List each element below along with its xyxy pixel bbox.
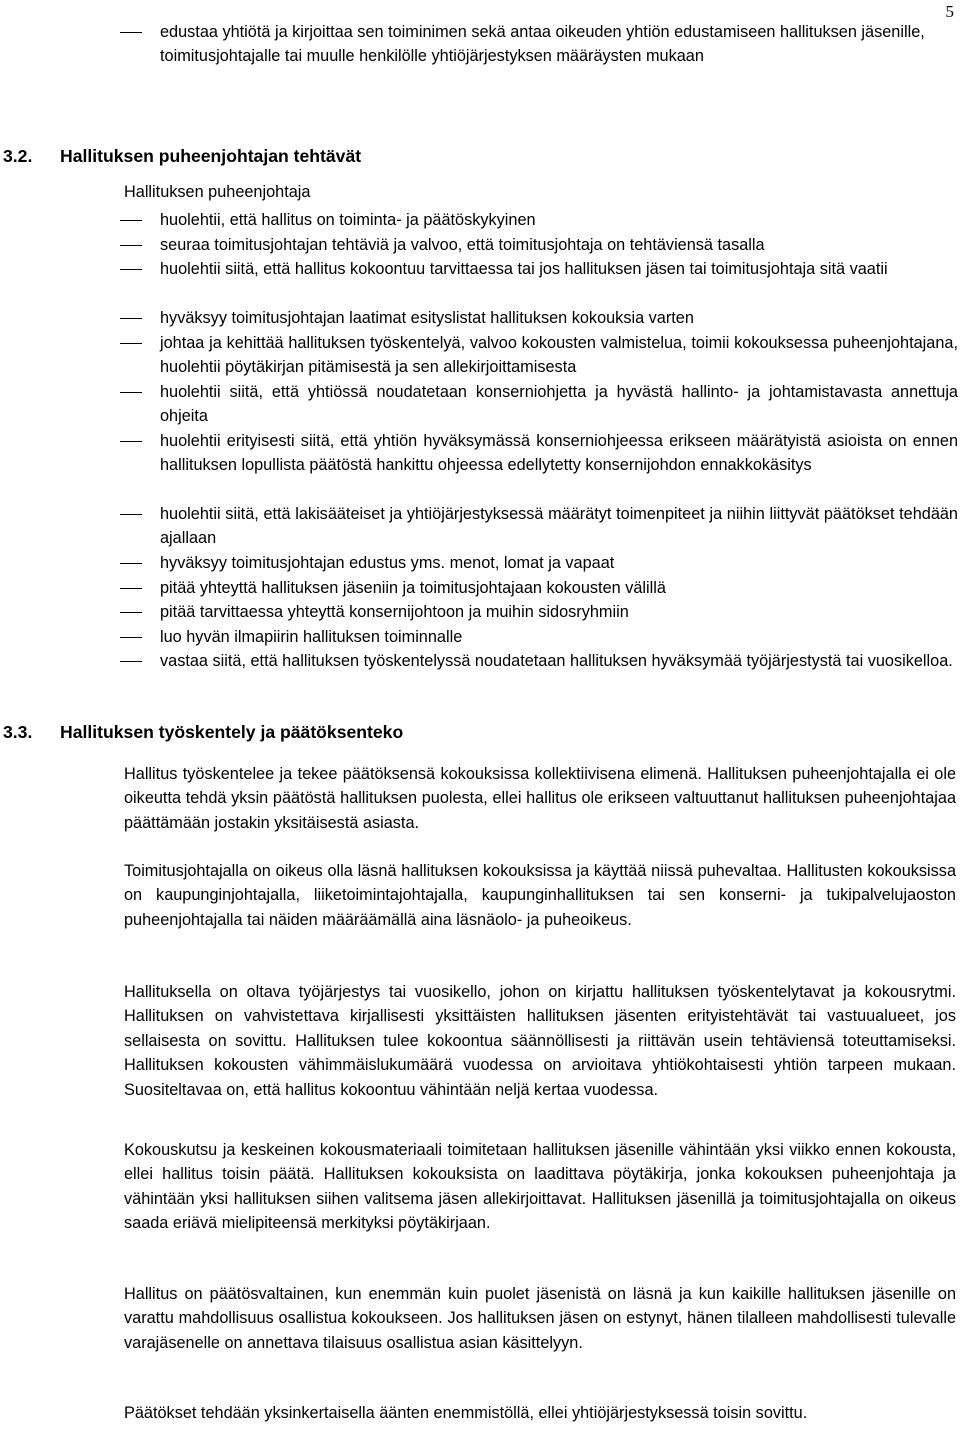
list-item-text: huolehtii siitä, että yhtiössä noudatetaan konserniohjetta ja hyvästä hallinto- ja johtamistavasta annettuja ohjeita <box>160 383 958 426</box>
list-item-text: vastaa siitä, että hallituksen työskentelyssä noudatetaan hallituksen hyväksymää työjärjestystä tai vuosikelloa. <box>160 652 953 670</box>
list-item-text: johtaa ja kehittää hallituksen työskentelyä, valvoo kokousten valmistelua, toimii kokouksessa puheenjohtajana, huolehtii pöytäkirjan pitämisestä ja sen allekirjoittamisesta <box>160 334 958 377</box>
list-item-text: pitää yhteyttä hallituksen jäseniin ja toimitusjohtajaan kokousten välillä <box>160 579 666 597</box>
list-item-text: hyväksyy toimitusjohtajan edustus yms. menot, lomat ja vapaat <box>160 554 615 572</box>
list-item <box>160 306 960 330</box>
list-item-text: hyväksyy toimitusjohtajan laatimat esityslistat hallituksen kokouksia varten <box>160 309 694 327</box>
list-item <box>160 649 958 673</box>
section-number: 3.3. <box>3 722 33 742</box>
paragraph: Hallitus työskentelee ja tekee päätöksensä kokouksissa kollektiivisena elimenä. Hallituksen puheenjohtajalla ei ole oikeutta tehdä yksin päätöstä hallituksen puolesta, ellei hallitus ole erikseen valtuuttanut hallituksen puheenjohtajaa päättämään jostakin yksitäisestä asiasta. <box>124 765 956 832</box>
paragraph: Kokouskutsu ja keskeinen kokousmateriaali toimitetaan hallituksen jäsenille vähintään yksi viikko ennen kokousta, ellei hallitus toisin päätä. Hallituksen kokouksista on laadittava pöytäkirja, jonka kokouksen puheenjohtaja ja vähintään yksi hallituksen siihen valitsema jäsen allekirjoittavat. Hallituksen jäsenillä ja toimitusjohtajalla on oikeus saada eriävä mielipiteensä merkityksi pöytäkirjaan. <box>124 1141 956 1233</box>
page-number: 5 <box>945 2 954 21</box>
list-item-text: huolehtii, että hallitus on toiminta- ja päätöskykyinen <box>160 211 536 229</box>
list-item <box>160 502 958 551</box>
list-item <box>160 380 958 429</box>
list-item <box>160 551 960 575</box>
list-item-text: huolehtii siitä, että lakisääteiset ja yhtiöjärjestyksessä määrätyt toimenpiteet ja niihin liittyvät päätökset tehdään ajallaan <box>160 505 958 548</box>
list-item <box>160 233 960 257</box>
paragraph: Hallitus on päätösvaltainen, kun enemmän kuin puolet jäsenistä on läsnä ja kun kaikille hallituksen jäsenille on varattu mahdollisuus osallistua kokoukseen. Jos hallituksen jäsen on estynyt, hänen tilalleen mahdollisesti tulevalle varajäsenelle on annettava tilaisuus osallistua asian käsittelyyn. <box>124 1285 956 1352</box>
section-subtitle: Hallituksen puheenjohtaja <box>124 183 311 201</box>
list-item <box>160 429 958 478</box>
list-item <box>160 20 956 69</box>
list-item-text: huolehtii erityisesti siitä, että yhtiön hyväksymässä konserniohjeessa erikseen määrätyistä asioista on ennen hallituksen lopullista päätöstä hankittu ohjeessa edellytetty konsernijohdon ennakkokäsitys <box>160 432 958 475</box>
paragraph: Toimitusjohtajalla on oikeus olla läsnä hallituksen kokouksissa ja käyttää niissä puhevaltaa. Hallitusten kokouksissa on kaupunginjohtajalla, liiketoimintajohtajalla, kaupunginhallituksen tai sen konserni- ja tukipalvelujaoston puheenjohtajalla tai näiden määräämällä aina läsnäolo- ja puheoikeus. <box>124 862 956 929</box>
list-item-text: pitää tarvittaessa yhteyttä konsernijohtoon ja muihin sidosryhmiin <box>160 603 629 621</box>
list-item <box>160 208 960 232</box>
paragraph: Hallituksella on oltava työjärjestys tai vuosikello, johon on kirjattu hallituksen työskentelytavat ja kokousrytmi. Hallituksen on vahvistettava kirjallisesti yksittäisten hallituksen jäsenten erityistehtävät tai vastuualueet, jos sellaisesta on sovittu. Hallituksen tulee kokoontua säännöllisesti ja riittävän usein tehtäviensä toteuttamiseksi. Hallituksen kokousten vähimmäislukumäärä vuodessa on arvioitava yhtiökohtaisesti yhtiön tarpeen mukaan. Suositeltavaa on, että hallitus kokoontuu vähintään neljä kertaa vuodessa. <box>124 983 956 1099</box>
list-item <box>160 257 958 281</box>
list-item <box>160 576 960 600</box>
section-title: Hallituksen työskentely ja päätöksenteko <box>60 722 404 742</box>
paragraph: Päätökset tehdään yksinkertaisella äänten enemmistöllä, ellei yhtiöjärjestyksessä toisin sovittu. <box>124 1404 808 1422</box>
section-title: Hallituksen puheenjohtajan tehtävät <box>60 146 362 166</box>
list-item-text: seuraa toimitusjohtajan tehtäviä ja valvoo, että toimitusjohtaja on tehtäviensä tasalla <box>160 236 765 254</box>
list-item-text: edustaa yhtiötä ja kirjoittaa sen toiminimen sekä antaa oikeuden yhtiön edustamiseen hallituksen jäsenille, toimitusjohtajalle tai muulle henkilölle yhtiöjärjestyksen määräysten mukaan <box>160 23 925 66</box>
list-item <box>160 600 960 624</box>
list-item <box>160 625 960 649</box>
list-item-text: luo hyvän ilmapiirin hallituksen toiminnalle <box>160 628 463 646</box>
list-item-text: huolehtii siitä, että hallitus kokoontuu tarvittaessa tai jos hallituksen jäsen tai toimitusjohtaja sitä vaatii <box>160 260 888 278</box>
list-item <box>160 331 958 380</box>
section-number: 3.2. <box>3 146 33 166</box>
